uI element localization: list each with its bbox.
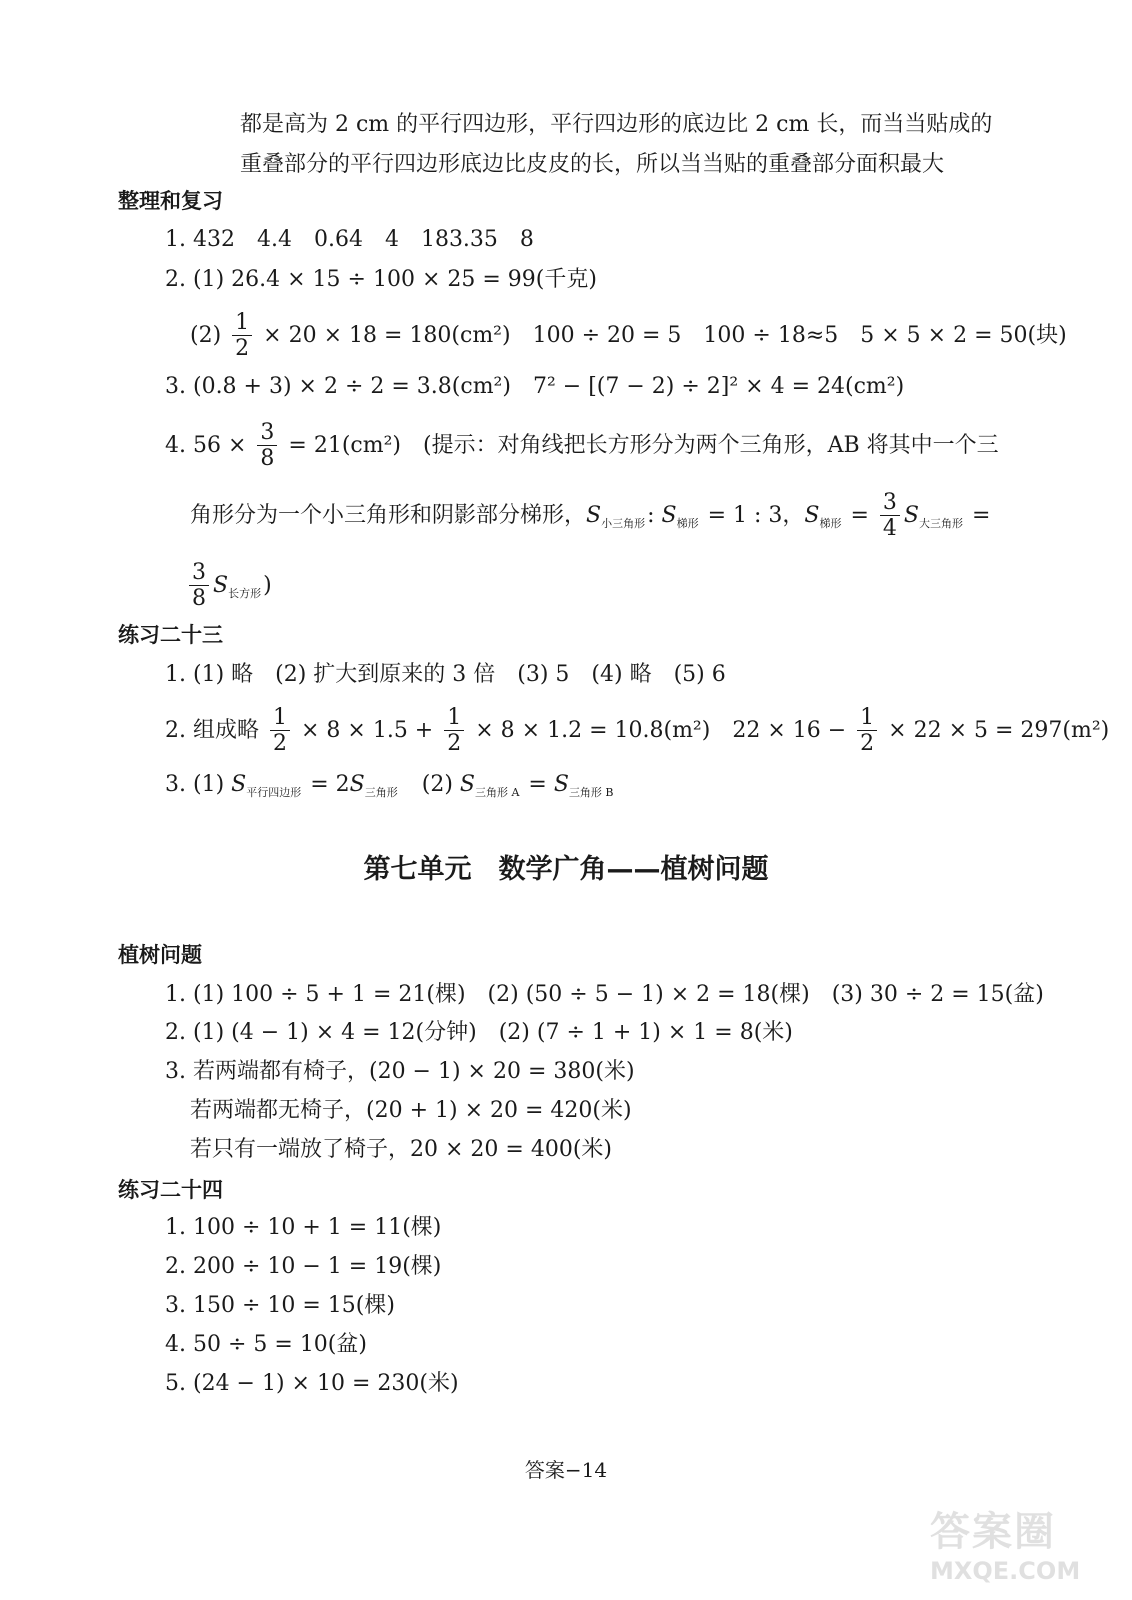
formula-text: × 8 × 1.5 + bbox=[300, 717, 434, 743]
answer-line: 2. (1) 26.4 × 15 ÷ 100 × 25 = 99(千克) bbox=[165, 267, 597, 292]
subscript: 三角形 A bbox=[474, 786, 520, 799]
section-heading: 整理和复习 bbox=[118, 189, 223, 213]
subscript: 小三角形 bbox=[601, 516, 646, 530]
answer-line: 2. (1) (4 − 1) × 4 = 12(分钟) (2) (7 ÷ 1 + 1) × 1 = 8(米) bbox=[165, 1020, 793, 1045]
formula-text: = bbox=[521, 772, 554, 797]
text-line: 重叠部分的平行四边形底边比皮皮的长，所以当当贴的重叠部分面积最大 bbox=[240, 152, 945, 177]
denominator: 8 bbox=[192, 586, 206, 612]
answer-line: 1. 100 ÷ 10 + 1 = 11(棵) bbox=[165, 1215, 442, 1240]
fraction bbox=[880, 490, 900, 542]
answer-line bbox=[165, 705, 1109, 757]
formula-text: 角形分为一个小三角形和阴影部分梯形， bbox=[190, 502, 587, 528]
answer-line: 4. 50 ÷ 5 = 10(盆) bbox=[165, 1332, 367, 1357]
numerator: 3 bbox=[880, 490, 900, 516]
section-heading: 练习二十四 bbox=[118, 1178, 223, 1202]
area-symbol: S bbox=[213, 572, 229, 598]
formula-text: ) bbox=[263, 572, 272, 598]
fraction bbox=[232, 310, 252, 362]
answer-line: 2. 200 ÷ 10 − 1 = 19(棵) bbox=[165, 1254, 442, 1279]
fraction bbox=[270, 705, 290, 757]
area-symbol: S bbox=[804, 502, 820, 528]
numerator: 1 bbox=[857, 705, 877, 731]
fraction bbox=[257, 420, 277, 472]
answer-line: 若两端都无椅子，(20 + 1) × 20 = 420(米) bbox=[190, 1098, 632, 1123]
formula-text: × 8 × 1.2 = 10.8(m²) 22 × 16 − bbox=[475, 717, 847, 743]
numerator: 3 bbox=[257, 420, 277, 446]
answer-line: 1. (1) 略 (2) 扩大到原来的 3 倍 (3) 5 (4) 略 (5) 6 bbox=[165, 662, 726, 687]
fraction bbox=[857, 705, 877, 757]
answer-line bbox=[165, 770, 616, 808]
formula-text: (2) bbox=[399, 772, 453, 797]
section-heading: 练习二十三 bbox=[118, 623, 223, 647]
area-symbol: S bbox=[553, 772, 569, 797]
formula-text: 2. 组成略 bbox=[165, 717, 259, 743]
answer-line: 1. 432 4.4 0.64 4 183.35 8 bbox=[165, 227, 534, 252]
answer-line: 3. 150 ÷ 10 = 15(棵) bbox=[165, 1293, 395, 1318]
watermark-url: MXQE.COM bbox=[930, 1557, 1081, 1585]
area-symbol: S bbox=[349, 772, 365, 797]
numerator: 1 bbox=[232, 310, 252, 336]
formula-text: = 1 : 3， bbox=[700, 502, 805, 528]
subscript: 大三角形 bbox=[918, 516, 963, 530]
chapter-title: 第七单元 数学广角——植树问题 bbox=[363, 854, 769, 885]
formula-text: : bbox=[647, 502, 662, 528]
subscript: 梯形 bbox=[676, 516, 699, 530]
denominator: 2 bbox=[272, 731, 287, 757]
answer-line: 若只有一端放了椅子，20 × 20 = 400(米) bbox=[190, 1137, 612, 1162]
formula-text: 3. (1) bbox=[165, 772, 225, 797]
subscript: 三角形 bbox=[364, 786, 398, 799]
answer-line: 3. 若两端都有椅子，(20 − 1) × 20 = 380(米) bbox=[165, 1059, 635, 1084]
denominator: 2 bbox=[447, 731, 462, 757]
answer-line bbox=[165, 420, 999, 472]
watermark-logo bbox=[930, 1500, 1120, 1590]
item-number: (2) bbox=[190, 322, 222, 348]
formula-text: × 22 × 5 = 297(m²) bbox=[888, 717, 1110, 743]
numerator: 1 bbox=[270, 705, 290, 731]
watermark-mark: 答案圈 bbox=[930, 1509, 1056, 1555]
answer-line bbox=[185, 560, 272, 612]
answer-line bbox=[190, 490, 990, 542]
answer-line: 3. (0.8 + 3) × 2 ÷ 2 = 3.8(cm²) 7² − [(7 − 2) ÷ 2]² × 4 = 24(cm²) bbox=[165, 374, 905, 399]
formula-text: = bbox=[964, 502, 991, 528]
area-symbol: S bbox=[459, 772, 475, 797]
formula-text: × 20 × 18 = 180(cm²) 100 ÷ 20 = 5 100 ÷ 18≈5 5 × 5 × 2 = 50(块) bbox=[263, 322, 1067, 348]
answer-line: 1. (1) 100 ÷ 5 + 1 = 21(棵) (2) (50 ÷ 5 − 1) × 2 = 18(棵) (3) 30 ÷ 2 = 15(盆) bbox=[165, 982, 1044, 1007]
numerator: 3 bbox=[189, 560, 209, 586]
area-symbol: S bbox=[586, 502, 602, 528]
denominator: 2 bbox=[235, 336, 250, 362]
formula-text: = bbox=[843, 502, 876, 528]
fraction bbox=[444, 705, 464, 757]
formula-text: = 2 bbox=[303, 772, 350, 797]
answer-line: 5. (24 − 1) × 10 = 230(米) bbox=[165, 1371, 459, 1396]
formula-text: 4. 56 × bbox=[165, 432, 247, 458]
section-heading: 植树问题 bbox=[118, 943, 202, 967]
subscript: 长方形 bbox=[228, 586, 262, 600]
area-symbol: S bbox=[231, 772, 247, 797]
fraction bbox=[189, 560, 209, 612]
text-line: 都是高为 2 cm 的平行四边形，平行四边形的底边比 2 cm 长，而当当贴成的 bbox=[240, 112, 993, 137]
subscript: 平行四边形 bbox=[246, 786, 302, 799]
answer-line bbox=[190, 310, 1067, 362]
denominator: 8 bbox=[260, 446, 275, 472]
area-symbol: S bbox=[903, 502, 919, 528]
formula-text: = 21(cm²) (提示：对角线把长方形分为两个三角形，AB 将其中一个三 bbox=[288, 432, 999, 458]
area-symbol: S bbox=[661, 502, 677, 528]
numerator: 1 bbox=[444, 705, 464, 731]
subscript: 梯形 bbox=[819, 516, 842, 530]
denominator: 4 bbox=[882, 516, 897, 542]
page-number: 答案−14 bbox=[524, 1458, 608, 1482]
denominator: 2 bbox=[860, 731, 875, 757]
subscript: 三角形 B bbox=[568, 786, 614, 799]
